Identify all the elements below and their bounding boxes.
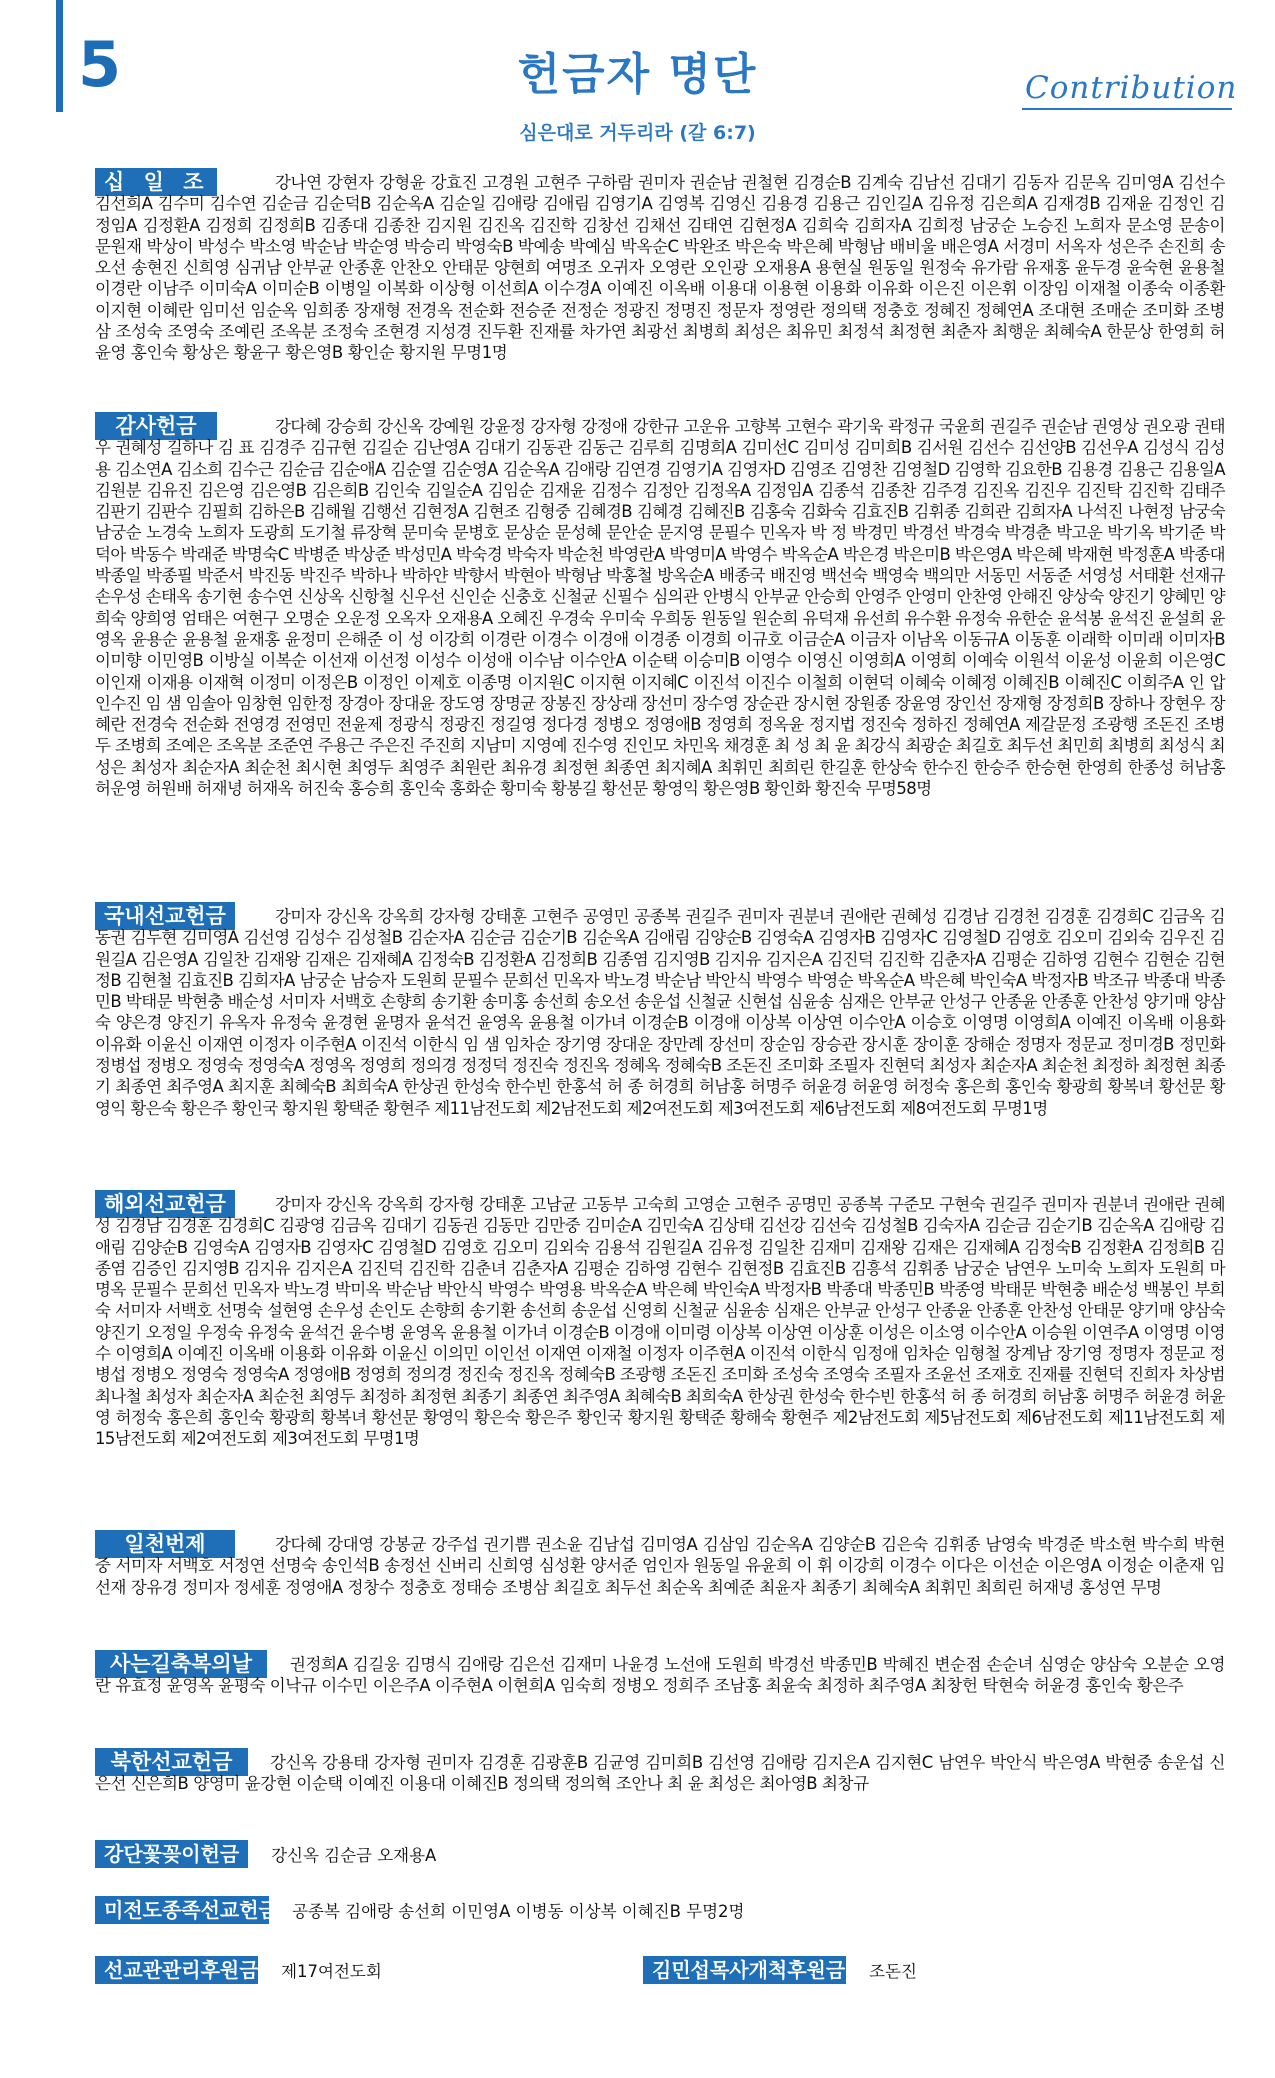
section-pioneer	[643, 1956, 917, 1984]
page-number: 5	[78, 28, 120, 101]
domestic-names: 강미자 강신옥 강옥희 강자형 강태훈 고현주 공영민 공종복 권길주 권미자 권분녀 권애란 권혜성 김경남 김경천 김경훈 김경희C 김금옥 김동권 김두현 김미영A 김선영 김성수 김성철B 김순자A 김순금 김순기B 김순옥A 김애림 김양순B 김영숙A 김영자B 김영자C 김영철D 김영호 김오미 김외숙 김우진 김원길A 김은영A 김일찬 김재왕 김재은 김재혜A 김정숙B 김정환A 김정희B 김종염 김지영B 김지유 김지은A 김진덕 김진학 김춘자A 김평순 김하영 김현수 김현순 김현정B 김현철 김효진B 김희자A 남궁순 남승자 도원희 문필수 문희선 민옥자 박노경 박순남 박안식 박영수 박영순 박옥순A 박은혜 박인숙A 박정자B 박조규 박종대 박종민B 박태문 박현충 배순성 서미자 서백호 손향희 송기환 송미홍 송선희 송오선 송운섭 신철균 신현섭 심윤송 심재은 안부균 안성구 안종윤 안종훈 안찬성 양기매 양삼숙 양은경 양진기 유옥자 유정숙 윤경현 윤명자 윤석건 윤영옥 윤용철 이가녀 이경순B 이경애 이상복 이상연 이수안A 이승호 이영명 이영희A 이예진 이옥배 이용화 이유화 이윤신 이재연 이정자 이주현A 이진석 이한식 임 샘 임차순 장기영 장대운 장만례 장선미 장순임 장승관 장시훈 장이훈 장해순 정명자 정문교 정미경B 정민화 정병섭 정병오 정영숙 정영숙A 정영옥 정영희 정의경 정정덕 정진숙 정진옥 정혜옥 정혜숙B 조돈진 조미화 조필자 진현덕 최성자 최순자A 최순천 최정하 최정현 최종기 최종연 최주영A 최지훈 최혜숙B 최희숙A 한상권 한성숙 한수빈 한홍석 허 종 허경희 허남홍 허명주 허윤경 허윤영 허정숙 홍은희 홍인숙 황광희 황복녀 황선문 황영익 황은숙 황은주 황인국 황지원 황택준 황현주 제11남전도회 제2남전도회 제2여전도회 제3여전도회 제6남전도회 제8여전도회 무명1명	[95, 907, 1225, 1118]
section-unreached	[95, 1896, 744, 1924]
tithe-names: 강나연 강현자 강형윤 강효진 고경원 고현주 구하람 권미자 권순남 권철현 김경순B 김계숙 김남선 김대기 김동자 김문옥 김미영A 김선수 김선희A 김수미 김수연 김순금 김순덕B 김순옥A 김순일 김애랑 김애림 김영기A 김영복 김영신 김용경 김용근 김인길A 김유정 김은희A 김재경B 김재윤 김정인 김정임A 김정환A 김정희 김정희B 김종대 김종찬 김지원 김진옥 김진학 김창선 김채선 김태연 김현정A 김희숙 김희자A 김희정 남궁순 노승진 노희자 문소영 문송이 문원재 박상이 박성수 박소영 박순남 박순영 박승리 박영숙B 박예송 박예심 박옥순C 박완조 박은숙 박은혜 박형남 배비울 배은영A 서경미 서옥자 성은주 손진희 송오선 송현진 신희영 심귀남 안부균 안종훈 안찬오 안태문 양현희 여명조 오귀자 오영란 오인광 오재용A 용현실 원동일 원정숙 유가람 유재홍 윤두경 윤숙현 윤용철 이경란 이남주 이미숙A 이미순B 이병일 이복화 이상형 이선희A 이수경A 이예진 이옥배 이용대 이용현 이용화 이유화 이은진 이은휘 이장임 이재철 이종숙 이종환 이지현 이혜란 임미선 임순옥 임희종 장재형 전경옥 전순화 전승준 전정순 정광진 정명진 정문자 정영란 정의택 정충호 정혜진 정혜연A 조대현 조매순 조미화 조병삼 조성숙 조영숙 조예린 조옥분 조정숙 조현경 지성경 진두환 진재률 차가연 최광선 최병희 최성은 최유민 최정석 최정현 최춘자 최행운 최혜숙A 한문상 한영희 허윤영 홍인숙 황상은 황윤구 황은영B 황인순 황지원 무명1명	[95, 173, 1225, 363]
mission-center-names: 제17여전도회	[281, 1962, 382, 1981]
section-tithe	[95, 168, 1225, 380]
section-title-thanks: 감사헌금	[95, 412, 217, 440]
section-title-mission-center: 선교관관리후원금	[95, 1956, 258, 1984]
section-title-blessed-path: 사는길축복의날	[95, 1650, 267, 1678]
page-subtitle: 심은대로 거두리라 (갈 6:7)	[519, 122, 756, 144]
section-title-day-1000: 일천번제	[95, 1530, 235, 1558]
section-north-korea	[95, 1748, 1225, 1808]
section-title-unreached: 미전도종족선교헌금	[95, 1896, 269, 1924]
brand-label: Contribution	[1025, 70, 1238, 106]
unreached-names: 공종복 김애랑 송선희 이민영A 이병동 이상복 이혜진B 무명2명	[292, 1902, 745, 1921]
thanks-names: 강다혜 강승희 강신옥 강예원 강윤정 강자형 강정애 강한규 고운유 고향복 고현수 곽기욱 곽정규 국윤희 권길주 권순남 권영상 권오광 권태우 권혜성 길하나 김 표 김경주 김규현 김길순 김난영A 김대기 김동관 김동근 김루희 김명희A 김미선C 김미성 김미희B 김서원 김선수 김선양B 김선우A 김성식 김성용 김소연A 김소희 김수근 김순금 김순애A 김순열 김순영A 김순옥A 김애랑 김연경 김영기A 김영자D 김영조 김영찬 김영철D 김영학 김요한B 김용경 김용근 김용일A 김원분 김유진 김은영 김은영B 김은희B 김인숙 김일순A 김임순 김재윤 김정수 김정안 김정옥A 김정임A 김종석 김종찬 김주경 김진옥 김진우 김진탁 김진학 김태주 김판기 김판수 김필희 김하은B 김해월 김행선 김현정A 김현조 김형중 김혜경B 김혜경 김혜진B 김홍숙 김화숙 김효진B 김휘종 김희관 김희자A 나석진 나현정 남궁숙 남궁순 노경숙 노희자 도광희 도기철 류장혁 문미숙 문병호 문상순 문성혜 문안순 문지영 문필수 민옥자 박 정 박경민 박경선 박경숙 박경춘 박고운 박기옥 박기준 박덕아 박동수 박래준 박명숙C 박병준 박상준 박성민A 박숙경 박숙자 박순천 박영란A 박영미A 박영수 박옥순A 박은경 박은미B 박은영A 박은혜 박재현 박정훈A 박종대 박종일 박종필 박준서 박진동 박진주 박하나 박하얀 박향서 박현아 박형남 박홍철 방옥순A 배종국 배진영 백선숙 백영숙 백의만 서동민 서동준 서영성 서태환 선재규 손우성 손태옥 송기현 송수연 신상옥 신항철 신우선 신인순 신충호 신철균 신필수 심의관 안병식 안부균 안승희 안영주 안영미 안찬영 안해진 양상숙 양진기 양혜민 양희숙 양희영 엄태은 여현구 오명순 오운정 오옥자 오재용A 오혜진 우경숙 우미숙 우희동 원동일 원순희 유덕재 유선희 유수환 유정숙 유한순 윤석봉 윤석진 윤설희 윤영옥 윤용순 윤용철 윤재홍 윤정미 은해준 이 성 이강희 이경란 이경수 이경애 이경종 이경희 이규호 이금순A 이금자 이남옥 이동규A 이동훈 이래학 이미래 이미자B 이미향 이민영B 이방실 이복순 이선재 이선정 이성수 이성애 이수남 이수안A 이순택 이승미B 이영수 이영신 이영희A 이영희 이예숙 이원석 이윤성 이윤희 이은영C 이인재 이재용 이재혁 이정미 이정은B 이정인 이제호 이종명 이지원C 이지현 이지혜C 이진석 이진수 이철희 이현덕 이혜숙 이혜정 이혜진B 이혜진C 이희주A 인 압 인수진 임 샘 임솔아 임창현 임한정 장경아 장대윤 장도영 장명균 장봉진 장상래 장선미 장수영 장순관 장시현 장원종 장윤영 장인선 장재형 장정희B 장하나 장현우 장혜란 전경숙 전순화 전영경 전영민 전윤제 정광식 정광진 정길영 정다경 정병오 정영애B 정영희 정옥윤 정지법 정진숙 정하진 정혜연A 제갈문정 조광행 조돈진 조병두 조병희 조예은 조옥분 조준연 주용근 주은진 주진희 지남미 지영예 진수영 진인모 차민옥 채경훈 최 성 최 윤 최강식 최광순 최길호 최두선 최민희 최병희 최성식 최성은 최성자 최순자A 최순천 최시현 최영두 최영주 최원란 최유경 최정현 최종연 최지혜A 최휘민 최희린 한길훈 한상숙 한수진 한승주 한승현 한영희 한종성 허남홍 허운영 허원배 허재녕 허재옥 허진숙 홍승희 홍인숙 홍화순 황미숙 황봉길 황선문 황영익 황은영B 황인화 황진숙 무명58명	[95, 417, 1225, 799]
section-flower	[95, 1840, 436, 1868]
section-day-1000	[95, 1530, 1225, 1610]
section-title-domestic: 국내선교헌금	[95, 902, 235, 930]
section-thanks	[95, 412, 1225, 872]
pioneer-names: 조돈진	[869, 1962, 917, 1981]
north-korea-names: 강신옥 강용태 강자형 권미자 김경훈 김광훈B 김균영 김미희B 김선영 김애랑 김지은A 김지현C 남연우 박안식 박은영A 박현중 송운섭 신은선 신은희B 양영미 윤강현 이순택 이예진 이용대 이혜진B 정의택 정의혁 조안나 최 윤 최성은 최아영B 최창규	[95, 1753, 1225, 1794]
section-title-tithe: 십 일 조	[95, 168, 217, 196]
day-1000-names: 강다혜 강대영 강봉균 강주섭 권기쁨 권소윤 김남섭 김미영A 김삼임 김순옥A 김양순B 김은숙 김휘종 남영숙 박경준 박소현 박수희 박현중 서미자 서백호 서정연 선명숙 송인석B 송정선 신버리 신희영 심성환 양서준 엄인자 원동일 유윤희 이 휘 이강희 이경수 이다은 이선순 이은영A 이정순 이춘재 임선재 장유경 정미자 정세훈 정영애A 정창수 정충호 정태승 조병삼 최길호 최두선 최순옥 최예준 최윤자 최종기 최혜숙A 최휘민 최희린 허재녕 홍성연 무명	[95, 1535, 1225, 1597]
page-title: 헌금자 명단	[517, 49, 758, 100]
overseas-names: 강미자 강신옥 강옥희 강자형 강태훈 고남균 고동부 고숙희 고영순 고현주 공명민 공종복 구준모 구현숙 권길주 권미자 권분녀 권애란 권혜성 김경남 김경훈 김경희C 김광영 김금옥 김대기 김동권 김동만 김만중 김미순A 김민숙A 김상태 김선강 김선숙 김성철B 김숙자A 김순금 김순기B 김순옥A 김애랑 김애림 김양순B 김영숙A 김영자B 김영자C 김영철D 김영호 김오미 김외숙 김용석 김원길A 김유정 김일찬 김재미 김재왕 김재은 김재혜A 김정숙B 김정환A 김정희B 김종염 김증인 김지영B 김지유 김지은A 김진덕 김진학 김춘녀 김춘자A 김평순 김하영 김현수 김현정B 김효진B 김흥석 김휘종 남궁순 남연우 노미숙 노희자 도원희 마명옥 문필수 문희선 민옥자 박노경 박미옥 박순남 박안식 박영수 박영용 박옥순A 박은혜 박인숙A 박정자B 박종대 박종민B 박종영 박태문 박현충 배순성 백봉인 부희숙 서미자 서백호 선명숙 설현영 손우성 손인도 손향희 송기환 송선희 송운섭 신영희 신철균 심윤송 심재은 안부균 안성구 안종윤 안종훈 안찬성 안태문 양기매 양삼숙 양진기 오정일 우정숙 유정숙 윤석건 윤수병 윤영옥 윤용철 이가녀 이경순B 이경애 이미령 이상복 이상연 이상훈 이성은 이소영 이수안A 이승원 이연주A 이영명 이영수 이영희A 이예진 이옥배 이용화 이유화 이윤신 이의민 이인선 이재연 이재철 이정자 이주현A 이진석 이한식 임정애 임차순 임형철 장계남 장기영 정명자 정문교 정병섭 정병오 정영숙 정영숙A 정영애B 정영희 정의경 정진숙 정진옥 정혜숙B 조광행 조돈진 조미화 조성숙 조영숙 조필자 조윤선 조재호 진재률 진현덕 진희자 차상범 최나철 최성자 최순자A 최순천 최영두 최정하 최정현 최종기 최종연 최주영A 최혜숙B 최희숙A 한상권 한성숙 한수빈 한홍석 허 종 허경희 허남홍 허명주 허윤경 허윤영 허정숙 홍은희 홍인숙 황광희 황복녀 황선문 황영익 황은숙 황은주 황인국 황지원 황택준 황해숙 황현주 제2남전도회 제5남전도회 제6남전도회 제11남전도회 제15남전도회 제2여전도회 제3여전도회 무명1명	[95, 1195, 1225, 1449]
section-mission-center	[95, 1956, 382, 1984]
section-title-pioneer: 김민섭목사개척후원금	[643, 1956, 846, 1984]
section-blessed-path	[95, 1650, 1225, 1730]
section-title-flower: 강단꽃꽂이헌금	[95, 1840, 248, 1868]
section-title-overseas: 해외선교헌금	[95, 1190, 235, 1218]
blessed-path-names: 권정희A 김길웅 김명식 김애랑 김은선 김재미 나윤경 노선애 도원희 박경선 박종민B 박혜진 변순점 손순녀 심영순 양삼숙 오분순 오영란 유효정 윤영옥 윤평숙 이낙규 이수민 이은주A 이주현A 이현희A 임숙희 정병오 정희주 조남홍 최윤숙 최정하 최주영A 최창헌 탁현숙 허윤경 홍인숙 황은주	[95, 1655, 1225, 1696]
section-overseas	[95, 1190, 1225, 1500]
section-domestic	[95, 902, 1225, 1172]
flower-names: 강신옥 김순금 오재용A	[271, 1846, 437, 1865]
section-title-north-korea: 북한선교헌금	[95, 1748, 248, 1776]
brand-underline	[1022, 108, 1232, 110]
